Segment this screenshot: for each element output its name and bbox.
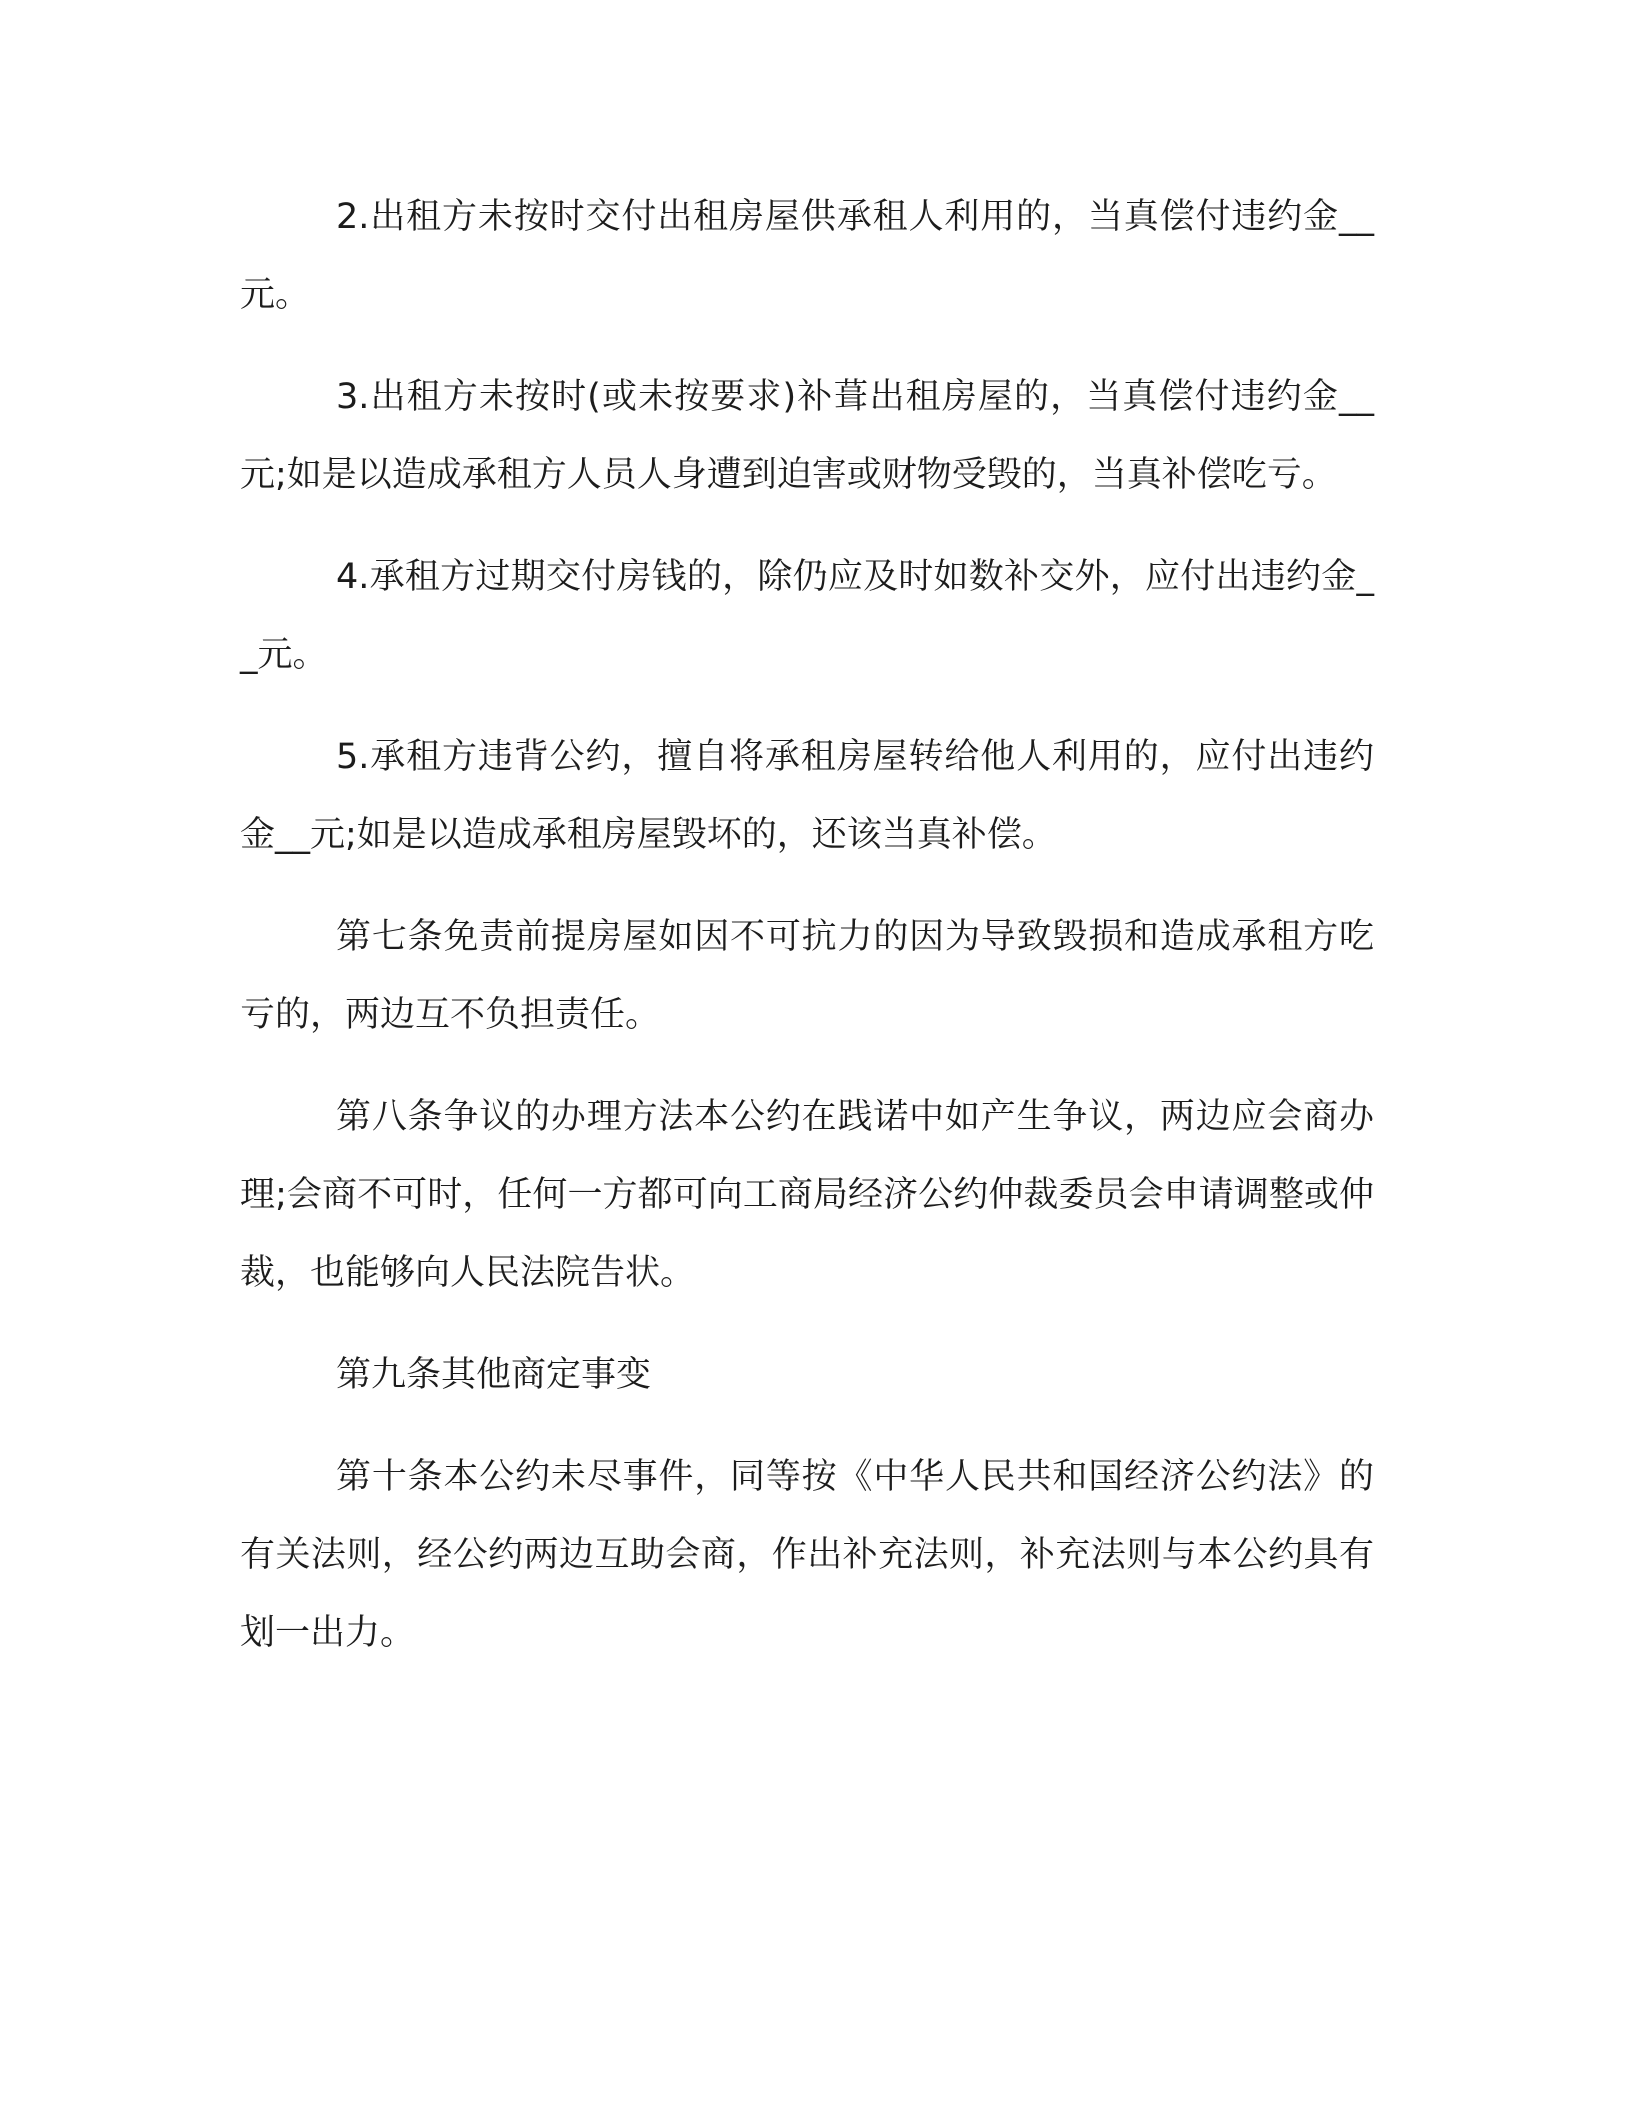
clause-2-paragraph: 2.出租方未按时交付出租房屋供承租人利用的，当真偿付违约金__元。	[240, 197, 1374, 315]
article-10-paragraph: 第十条本公约未尽事件，同等按《中华人民共和国经济公约法》的有关法则，经公约两边互助会商，作出补充法则，补充法则与本公约具有划一出力。	[240, 1457, 1374, 1653]
document-body	[240, 178, 1374, 1672]
article-7-paragraph: 第七条免责前提房屋如因不可抗力的因为导致毁损和造成承租方吃亏的，两边互不负担责任。	[240, 917, 1374, 1035]
article-8-paragraph: 第八条争议的办理方法本公约在践诺中如产生争议，两边应会商办理;会商不可时，任何一方都可向工商局经济公约仲裁委员会申请调整或仲裁，也能够向人民法院告状。	[240, 1097, 1374, 1293]
clause-3-paragraph: 3.出租方未按时(或未按要求)补葺出租房屋的，当真偿付违约金__元;如是以造成承租方人员人身遭到迫害或财物受毁的，当真补偿吃亏。	[240, 377, 1374, 495]
clause-4-paragraph: 4.承租方过期交付房钱的，除仍应及时如数补交外，应付出违约金__元。	[240, 557, 1374, 675]
clause-5-paragraph: 5.承租方违背公约，擅自将承租房屋转给他人利用的，应付出违约金__元;如是以造成承租房屋毁坏的，还该当真补偿。	[240, 737, 1374, 855]
article-9-paragraph: 第九条其他商定事变	[336, 1355, 652, 1395]
